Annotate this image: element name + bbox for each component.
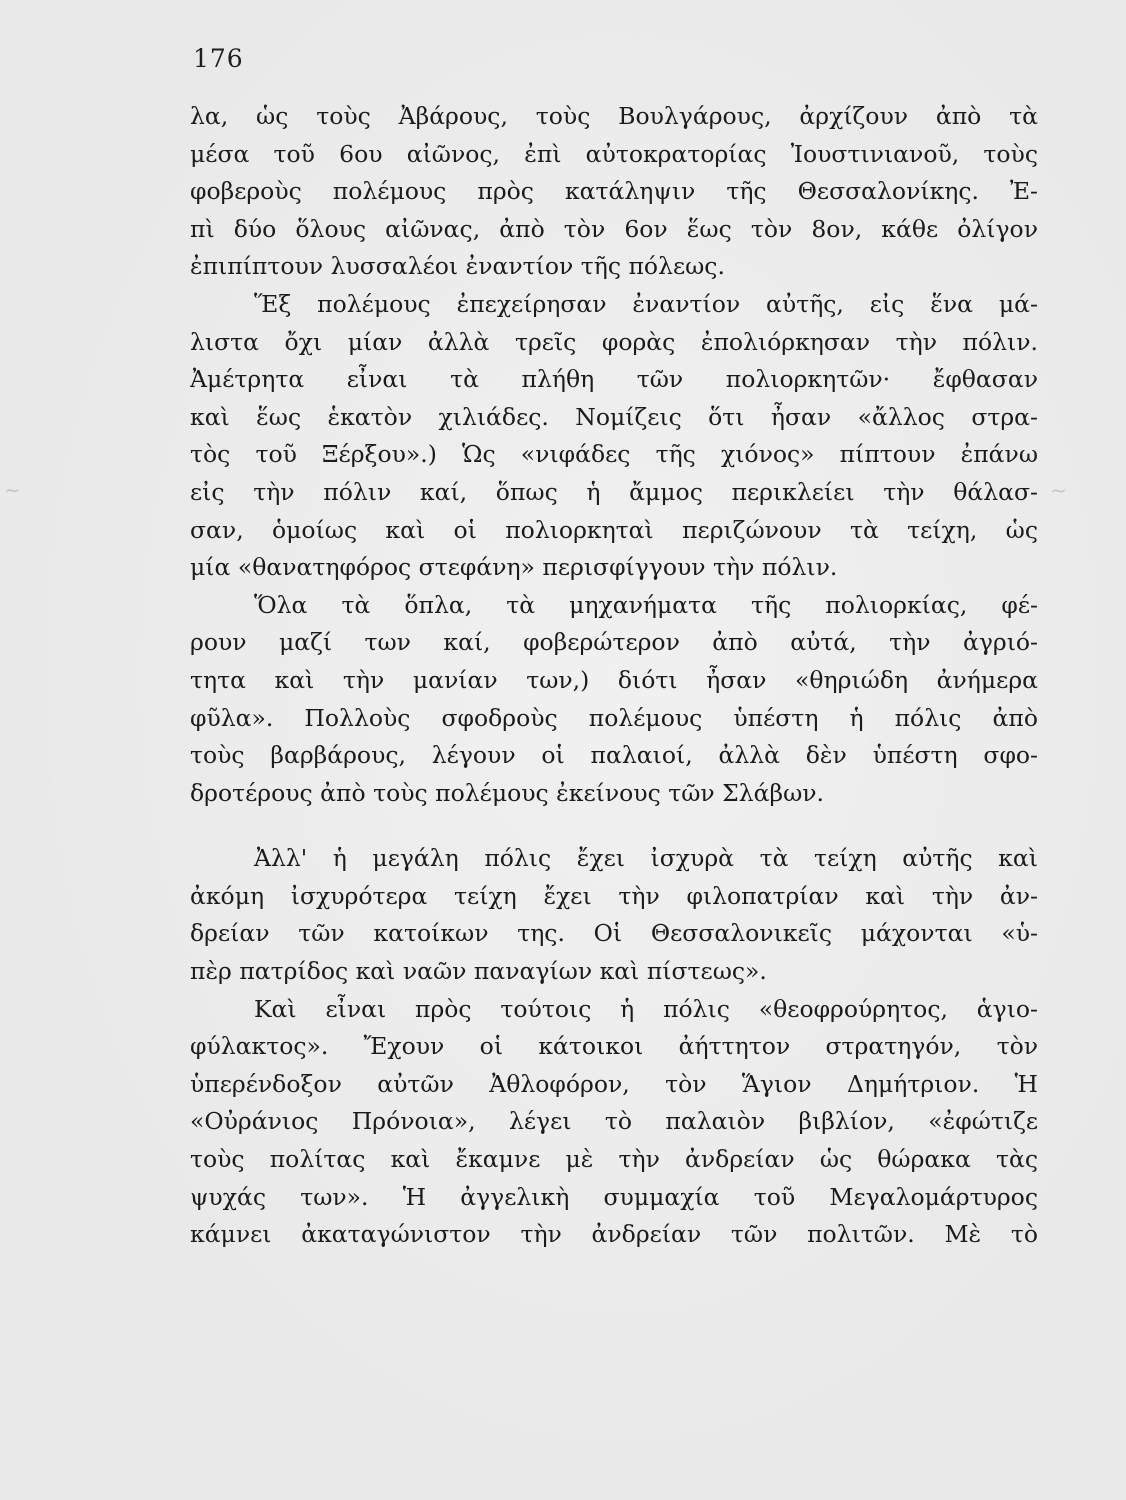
text-line: δρείαν τῶν κατοίκων της. Οἱ Θεσσαλονικεῖς μάχονται «ὑ- bbox=[190, 919, 1038, 948]
text-line: ρουν μαζί των καί, φοβερώτερον ἀπὸ αὐτά, τὴν ἀγριό- bbox=[190, 628, 1038, 657]
text-line: ἐπιπίπτουν λυσσαλέοι ἐναντίον τῆς πόλεως. bbox=[190, 252, 725, 281]
text-line: τητα καὶ τὴν μανίαν των,) διότι ἦσαν «θηριώδη ἀνήμερα bbox=[190, 665, 1038, 694]
text-line: Ἀλλ' ἡ μεγάλη πόλις ἔχει ἰσχυρὰ τὰ τείχη αὐτῆς καὶ bbox=[254, 844, 1038, 873]
text-line: τὸς τοῦ Ξέρξου».) Ὡς «νιφάδες τῆς χιόνος» πίπτουν ἐπάνω bbox=[190, 440, 1038, 469]
text-line: κάμνει ἀκαταγώνιστον τὴν ἀνδρείαν τῶν πολιτῶν. Μὲ τὸ bbox=[190, 1220, 1038, 1249]
margin-pencil-note-right: ~ bbox=[1050, 478, 1067, 502]
text-line: τοὺς βαρβάρους, λέγουν οἱ παλαιοί, ἀλλὰ δὲν ὑπέστη σφο- bbox=[190, 741, 1038, 770]
text-line: τοὺς πολίτας καὶ ἔκαμνε μὲ τὴν ἀνδρείαν ὡς θώρακα τὰς bbox=[190, 1145, 1038, 1174]
text-line: Καὶ εἶναι πρὸς τούτοις ἡ πόλις «θεοφρούρητος, ἁγιο- bbox=[254, 994, 1038, 1023]
text-line: λιστα ὄχι μίαν ἀλλὰ τρεῖς φορὰς ἐπολιόρκησαν τὴν πόλιν. bbox=[190, 327, 1038, 356]
text-line: πὲρ πατρίδος καὶ ναῶν παναγίων καὶ πίστεως». bbox=[190, 957, 767, 986]
text-line: φῦλα». Πολλοὺς σφοδροὺς πολέμους ὑπέστη ἡ πόλις ἀπὸ bbox=[190, 703, 1038, 732]
text-line: μία «θανατηφόρος στεφάνη» περισφίγγουν τὴν πόλιν. bbox=[190, 553, 838, 582]
text-line: ψυχάς των». Ἡ ἀγγελικὴ συμμαχία τοῦ Μεγαλομάρτυρος bbox=[190, 1182, 1038, 1211]
text-line: ὑπερένδοξον αὐτῶν Ἀθλοφόρον, τὸν Ἅγιον Δημήτριον. Ἡ bbox=[190, 1069, 1038, 1098]
text-line: εἰς τὴν πόλιν καί, ὅπως ἡ ἄμμος περικλείει τὴν θάλασ- bbox=[190, 477, 1038, 506]
text-line: Ἕξ πολέμους ἐπεχείρησαν ἐναντίον αὐτῆς, εἰς ἕνα μά- bbox=[254, 289, 1038, 318]
text-line: σαν, ὁμοίως καὶ οἱ πολιορκηταὶ περιζώνουν τὰ τείχη, ὡς bbox=[190, 515, 1038, 544]
text-line: Ἀμέτρητα εἶναι τὰ πλήθη τῶν πολιορκητῶν· ἔφθασαν bbox=[190, 365, 1038, 394]
text-line: λα, ὡς τοὺς Ἀβάρους, τοὺς Βουλγάρους, ἀρχίζουν ἀπὸ τὰ bbox=[190, 102, 1038, 130]
text-line: μέσα τοῦ 6ου αἰῶνος, ἐπὶ αὐτοκρατορίας Ἰουστινιανοῦ, τοὺς bbox=[190, 139, 1038, 168]
text-line: «Οὐράνιος Πρόνοια», λέγει τὸ παλαιὸν βιβλίον, «ἐφώτιζε bbox=[190, 1107, 1038, 1136]
page-number: 176 bbox=[193, 44, 244, 73]
margin-pencil-note-left: ~ bbox=[3, 477, 22, 503]
body-text bbox=[190, 98, 1038, 1254]
text-line: δροτέρους ἀπὸ τοὺς πολέμους ἐκείνους τῶν Σλάβων. bbox=[190, 778, 825, 807]
section-gap bbox=[190, 812, 1038, 840]
text-line: ἀκόμη ἰσχυρότερα τείχη ἔχει τὴν φιλοπατρίαν καὶ τὴν ἀν- bbox=[190, 881, 1038, 910]
text-line: πὶ δύο ὅλους αἰῶνας, ἀπὸ τὸν 6ον ἕως τὸν 8ον, κάθε ὀλίγον bbox=[190, 214, 1038, 243]
text-line: φύλακτος». Ἔχουν οἱ κάτοικοι ἀήττητον στρατηγόν, τὸν bbox=[190, 1032, 1038, 1061]
text-line: φοβεροὺς πολέμους πρὸς κατάληψιν τῆς Θεσσαλονίκης. Ἐ- bbox=[190, 177, 1038, 206]
text-line: Ὅλα τὰ ὅπλα, τὰ μηχανήματα τῆς πολιορκίας, φέ- bbox=[254, 590, 1038, 619]
text-line: καὶ ἕως ἑκατὸν χιλιάδες. Νομίζεις ὅτι ἦσαν «ἄλλος στρα- bbox=[190, 402, 1038, 431]
